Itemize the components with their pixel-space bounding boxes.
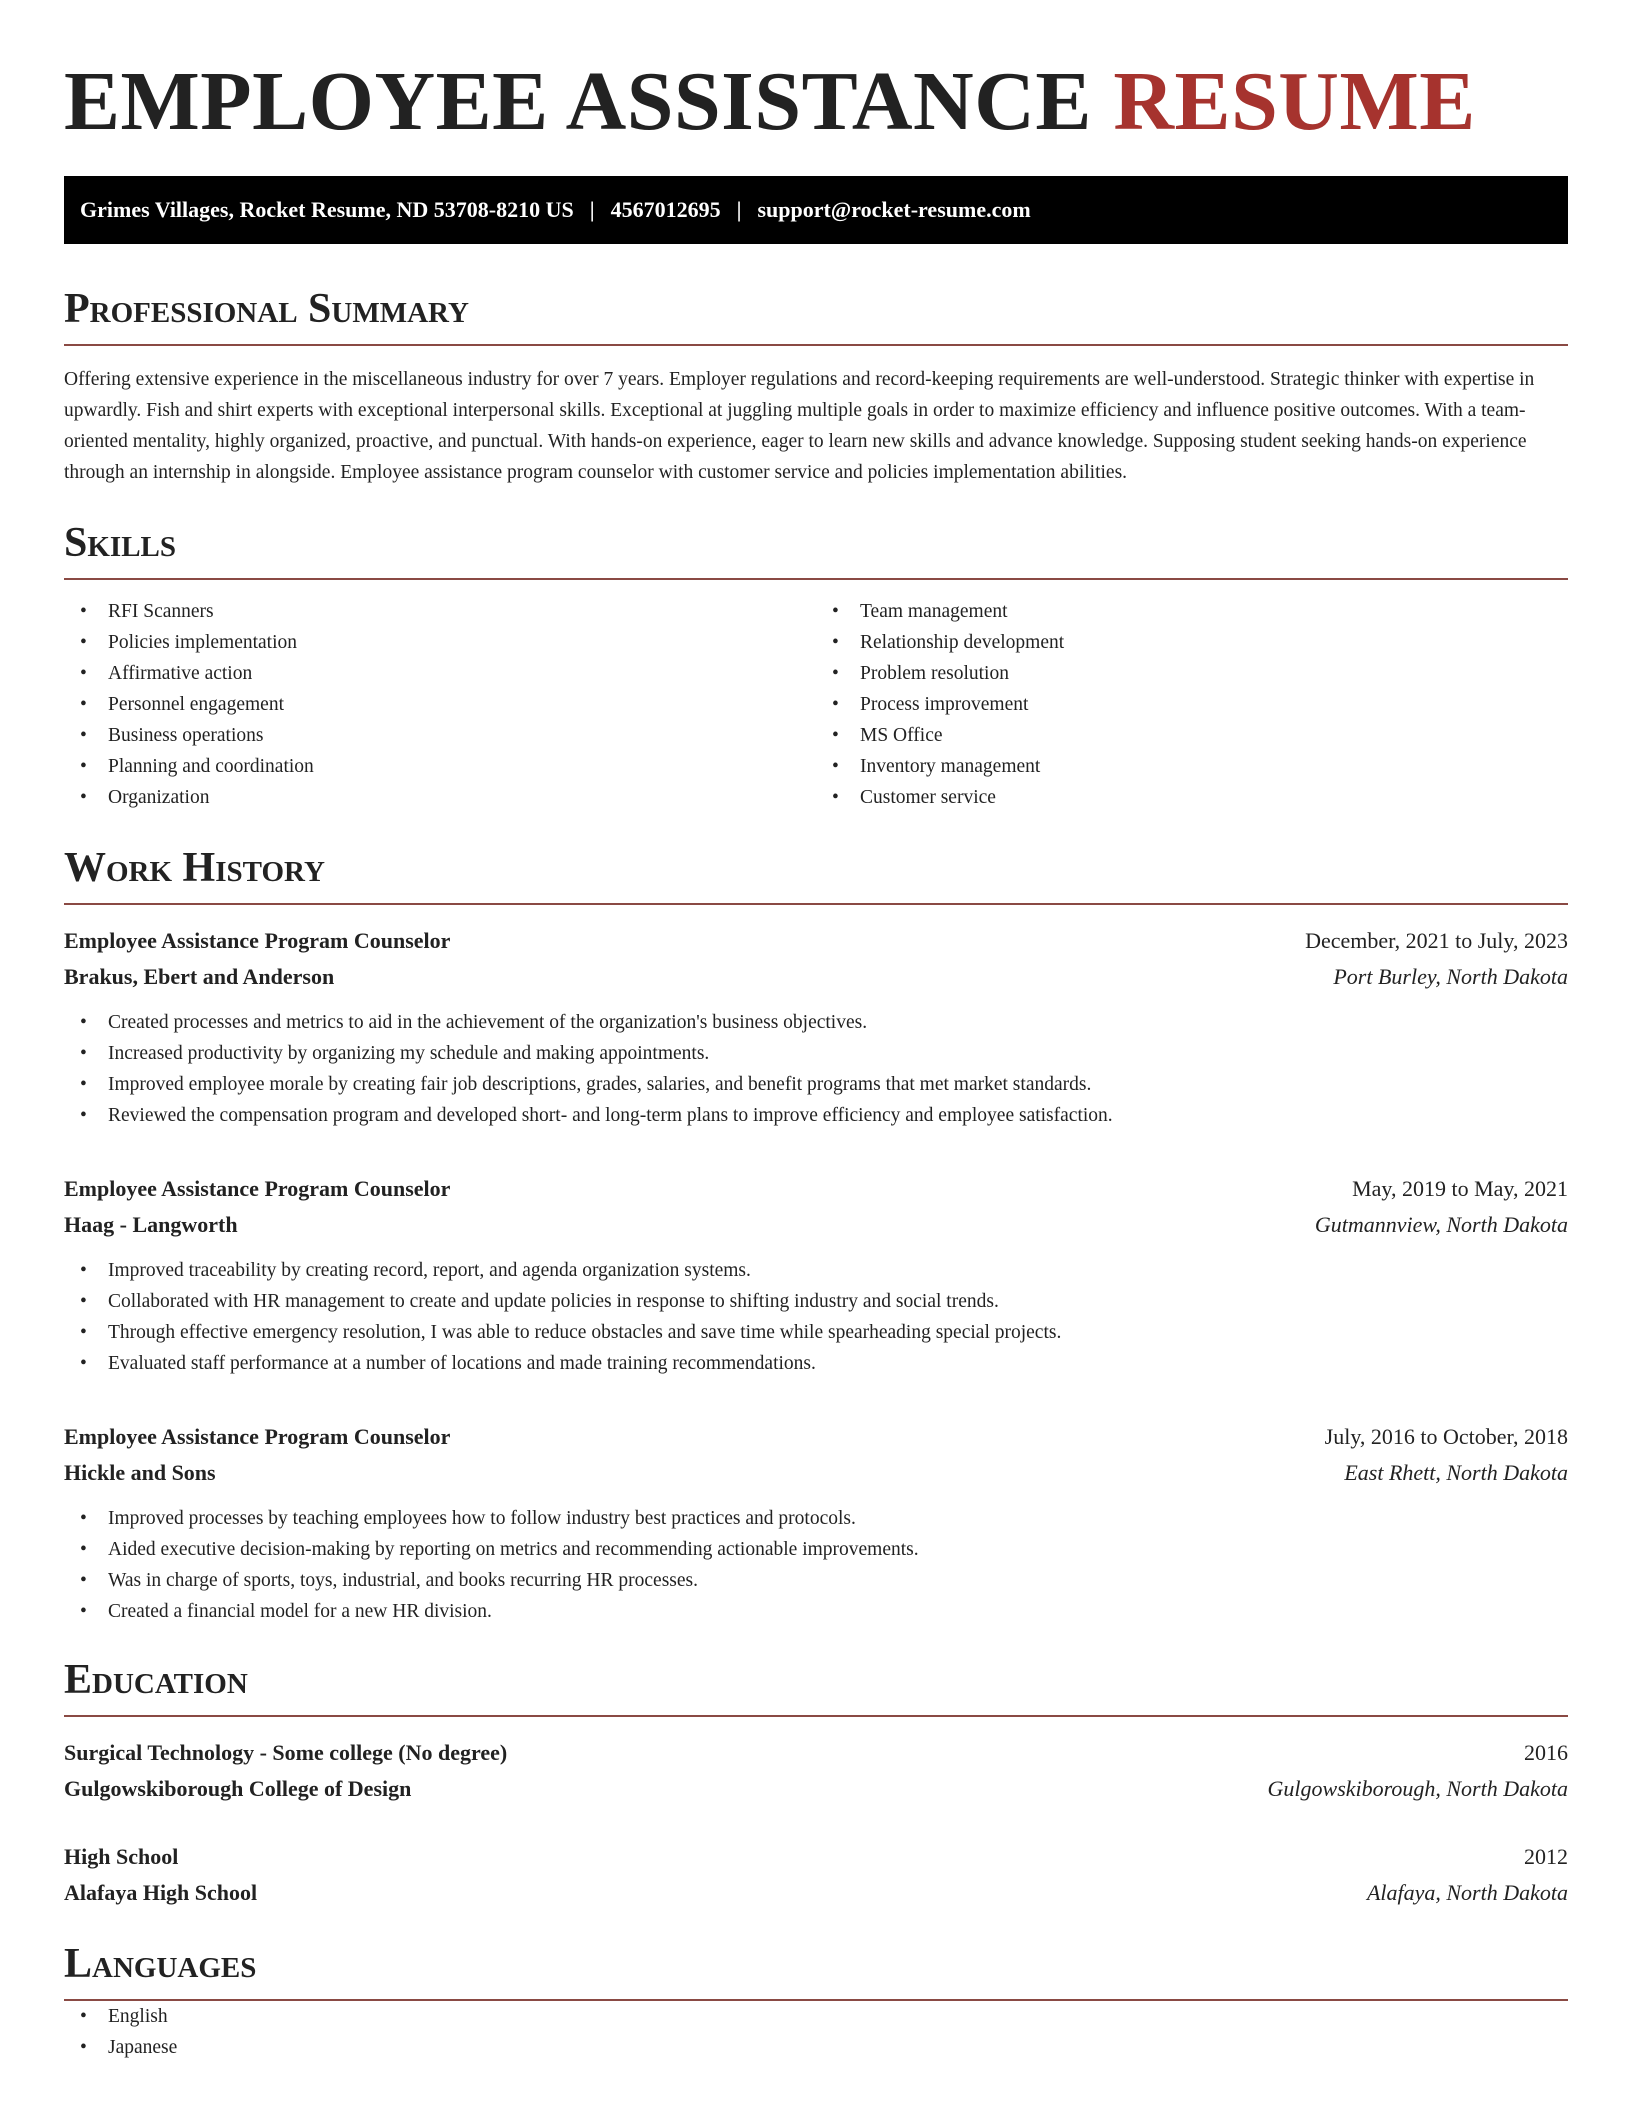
skills-heading: Skills [64,518,1568,580]
education-year: 2016 [1524,1740,1568,1765]
languages-section [64,1939,1568,2063]
education-heading: Education [64,1655,1568,1717]
job-bullet: • Evaluated staff performance at a number of locations and made training recommendations. [64,1348,1568,1379]
job-bullets [64,1503,1568,1627]
resume-title [64,54,1568,150]
skills-grid [64,596,1568,813]
job-company: Haag - Langworth [64,1212,238,1237]
summary-text: Offering extensive experience in the miscellaneous industry for over 7 years. Employer regulations and record-keeping requirements are well-understood. Strategic thinker with expertise in upwardly. Fish and shirt experts with exceptional interpersonal skills. Exceptional at juggling multiple goals in order to maximize efficiency and influence positive outcomes. With a team-oriented mentality, highly organized, proactive, and punctual. With hands-on experience, eager to learn new skills and advance knowledge. Supposing student seeking hands-on experience through an internship in alongside. Employee assistance program counselor with customer service and policies implementation abilities. [64,369,1535,483]
contact-phone: 4567012695 [610,197,721,222]
contact-bar [64,176,1568,244]
job-entry [64,923,1568,1131]
job-dates: May, 2019 to May, 2021 [1352,1176,1568,1201]
languages-list [64,2001,1568,2063]
language-item: • Japanese [64,2032,1568,2063]
job-location: Gutmannview, North Dakota [1314,1212,1568,1237]
education-degree: High School [64,1844,179,1869]
job-bullet: • Created a financial model for a new HR division. [64,1596,1568,1627]
skill-item: • Policies implementation [64,627,816,658]
contact-address: Grimes Villages, Rocket Resume, ND 53708-8210 US [80,197,574,222]
skill-item: • Process improvement [816,689,1568,720]
skill-item: • Inventory management [816,751,1568,782]
job-location: East Rhett, North Dakota [1344,1460,1568,1485]
job-bullet: • Created processes and metrics to aid in the achievement of the organization's business objectives. [64,1007,1568,1038]
contact-separator: | [736,197,742,222]
education-degree: Surgical Technology - Some college (No degree) [64,1740,508,1765]
job-entry [64,1419,1568,1627]
education-entry [64,1839,1568,1911]
skills-column-right [816,596,1568,813]
education-location: Gulgowskiborough, North Dakota [1267,1776,1568,1801]
education-year: 2012 [1524,1844,1568,1869]
job-bullet: • Improved employee morale by creating fair job descriptions, grades, salaries, and benefit programs that met market standards. [64,1069,1568,1100]
languages-heading: Languages [64,1939,1568,2001]
skill-item: • RFI Scanners [64,596,816,627]
job-bullet: • Increased productivity by organizing my schedule and making appointments. [64,1038,1568,1069]
resume-title-accent: RESUME [1113,55,1476,148]
skill-item: • MS Office [816,720,1568,751]
job-company: Hickle and Sons [64,1460,216,1485]
work-history-section [64,843,1568,1627]
job-bullet: • Reviewed the compensation program and developed short- and long-term plans to improve efficiency and employee satisfaction. [64,1100,1568,1131]
summary-heading: Professional Summary [64,284,1568,346]
skills-column-left [64,596,816,813]
job-title: Employee Assistance Program Counselor [64,928,451,953]
skill-item: • Team management [816,596,1568,627]
job-title: Employee Assistance Program Counselor [64,1424,451,1449]
skill-item: • Customer service [816,782,1568,813]
job-company: Brakus, Ebert and Anderson [64,964,335,989]
work-history-heading: Work History [64,843,1568,905]
language-item: • English [64,2001,1568,2032]
education-school: Alafaya High School [64,1880,258,1905]
education-entry [64,1735,1568,1807]
job-bullet: • Through effective emergency resolution, I was able to reduce obstacles and save time while spearheading special projects. [64,1317,1568,1348]
job-dates: July, 2016 to October, 2018 [1324,1424,1568,1449]
education-school: Gulgowskiborough College of Design [64,1776,412,1801]
skill-item: • Personnel engagement [64,689,816,720]
job-dates: December, 2021 to July, 2023 [1305,928,1568,953]
contact-email: support@rocket-resume.com [757,197,1031,222]
job-bullet: • Improved processes by teaching employees how to follow industry best practices and protocols. [64,1503,1568,1534]
skill-item: • Affirmative action [64,658,816,689]
job-bullet: • Was in charge of sports, toys, industrial, and books recurring HR processes. [64,1565,1568,1596]
skill-item: • Business operations [64,720,816,751]
skill-item: • Planning and coordination [64,751,816,782]
job-bullet: • Collaborated with HR management to create and update policies in response to shifting industry and social trends. [64,1286,1568,1317]
contact-separator: | [589,197,595,222]
skills-section [64,518,1568,813]
job-bullets [64,1255,1568,1379]
education-section [64,1655,1568,1911]
job-location: Port Burley, North Dakota [1333,964,1568,989]
education-location: Alafaya, North Dakota [1366,1880,1568,1905]
skill-item: • Relationship development [816,627,1568,658]
skill-item: • Problem resolution [816,658,1568,689]
job-bullet: • Improved traceability by creating record, report, and agenda organization systems. [64,1255,1568,1286]
resume-title-main: EMPLOYEE ASSISTANCE [64,55,1092,148]
job-title: Employee Assistance Program Counselor [64,1176,451,1201]
skill-item: • Organization [64,782,816,813]
job-bullets [64,1007,1568,1131]
job-entry [64,1171,1568,1379]
summary-section [64,284,1568,488]
job-bullet: • Aided executive decision-making by reporting on metrics and recommending actionable improvements. [64,1534,1568,1565]
